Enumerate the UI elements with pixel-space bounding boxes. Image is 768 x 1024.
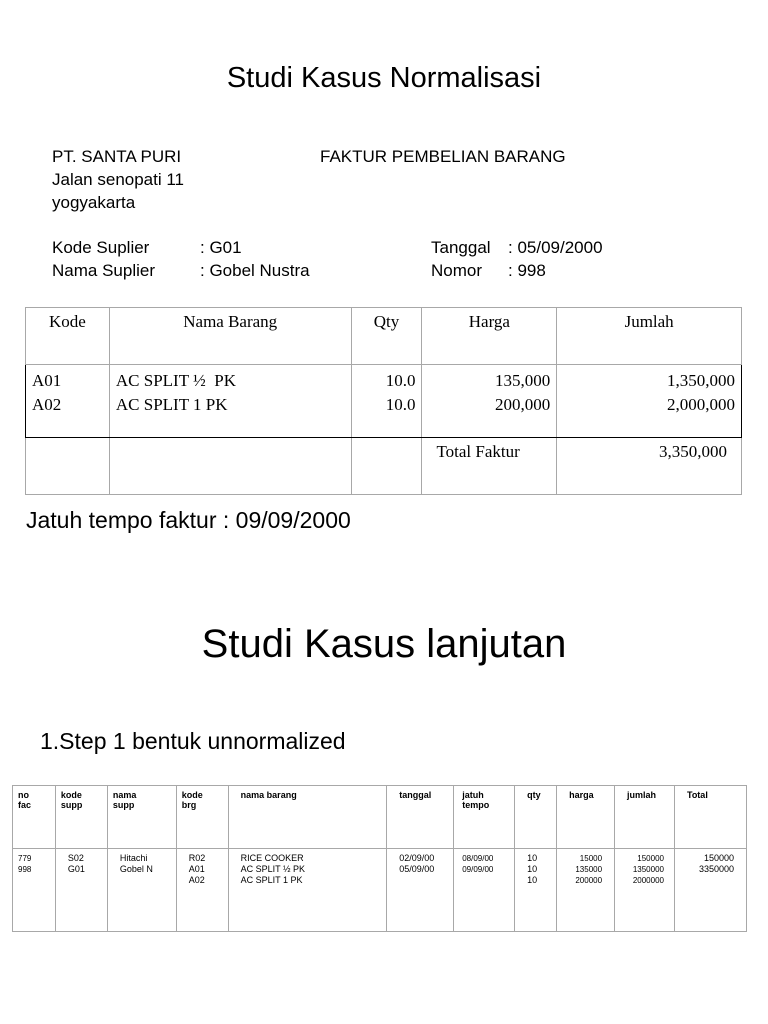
header-total: Total: [674, 786, 746, 849]
header-jumlah: Jumlah: [557, 308, 742, 365]
invoice-doc-title: FAKTUR PEMBELIAN BARANG: [320, 147, 566, 166]
header-no-fac: no fac: [13, 786, 56, 849]
jumlah-cell: 150000 1350000 2000000: [615, 849, 675, 932]
invoice-meta-block: [431, 236, 603, 282]
harga-cell: [422, 365, 557, 438]
total-value: 3,350,000: [557, 438, 742, 495]
header-qty: qty: [515, 786, 557, 849]
kode-supp-cell: S02 G01: [55, 849, 107, 932]
qty-cell: [351, 365, 422, 438]
table-cell: A02: [32, 395, 62, 414]
supplier-code-value: : G01: [200, 238, 242, 257]
header-nama-barang: Nama Barang: [109, 308, 351, 365]
unnormalized-header-row: [13, 786, 747, 849]
total-cell: 150000 3350000: [674, 849, 746, 932]
total-label: Total Faktur: [422, 438, 557, 495]
header-qty: Qty: [351, 308, 422, 365]
supplier-name-value: : Gobel Nustra: [200, 261, 310, 280]
nama-barang-cell: [109, 365, 351, 438]
invoice-total-row: [26, 438, 742, 495]
invoice-table: [25, 307, 742, 495]
nama-barang-cell: RICE COOKER AC SPLIT ½ PK AC SPLIT 1 PK: [228, 849, 387, 932]
jumlah-cell: [557, 365, 742, 438]
supplier-code-label: Kode Suplier: [52, 238, 150, 257]
number-value: : 998: [508, 261, 546, 280]
jatuh-tempo-cell: 08/09/00 09/09/00: [454, 849, 515, 932]
company-block: [52, 145, 184, 214]
qty-cell: 10 10 10: [515, 849, 557, 932]
supplier-block: [52, 236, 310, 282]
header-jatuh-tempo: jatuh tempo: [454, 786, 515, 849]
table-cell: 135,000: [495, 371, 551, 390]
table-cell: 10.0: [385, 371, 416, 390]
table-cell: 1,350,000: [667, 371, 735, 390]
table-cell: AC SPLIT ½ PK: [115, 371, 237, 390]
company-name: PT. SANTA PURI: [52, 147, 182, 166]
header-nama-supp: nama supp: [107, 786, 176, 849]
header-tanggal: tanggal: [387, 786, 454, 849]
step-1-heading: 1.Step 1 bentuk unnormalized: [40, 728, 346, 754]
header-harga: Harga: [422, 308, 557, 365]
invoice-header-row: [26, 308, 742, 365]
due-date-text: Jatuh tempo faktur : 09/09/2000: [26, 507, 351, 533]
date-value: : 05/09/2000: [508, 238, 603, 257]
tanggal-cell: 02/09/00 05/09/00: [387, 849, 454, 932]
empty-cell: [26, 438, 110, 495]
empty-cell: [351, 438, 422, 495]
invoice-body-row: [26, 365, 742, 438]
header-harga: harga: [557, 786, 615, 849]
table-cell: 10.0: [385, 395, 416, 414]
harga-cell: 15000 135000 200000: [557, 849, 615, 932]
date-label: Tanggal: [431, 238, 491, 257]
nama-supp-cell: Hitachi Gobel N: [107, 849, 176, 932]
kode-cell: [26, 365, 110, 438]
supplier-name-label: Nama Suplier: [52, 261, 155, 280]
number-label: Nomor: [431, 261, 483, 280]
company-address-city: yogyakarta: [52, 193, 136, 212]
section-title: Studi Kasus lanjutan: [201, 622, 567, 666]
kode-brg-cell: R02 A01 A02: [176, 849, 228, 932]
unnormalized-table: [12, 785, 747, 932]
no-fac-cell: 779 998: [13, 849, 56, 932]
empty-cell: [109, 438, 351, 495]
header-nama-barang: nama barang: [228, 786, 387, 849]
header-kode-brg: kode brg: [176, 786, 228, 849]
header-kode: Kode: [26, 308, 110, 365]
table-cell: 2,000,000: [667, 395, 735, 414]
table-row: [13, 849, 747, 932]
header-kode-supp: kode supp: [55, 786, 107, 849]
table-cell: AC SPLIT 1 PK: [115, 395, 228, 414]
table-cell: A01: [32, 371, 62, 390]
table-cell: 200,000: [495, 395, 551, 414]
header-jumlah: jumlah: [615, 786, 675, 849]
company-address-street: Jalan senopati 11: [52, 170, 185, 189]
page-title: Studi Kasus Normalisasi: [226, 62, 542, 94]
